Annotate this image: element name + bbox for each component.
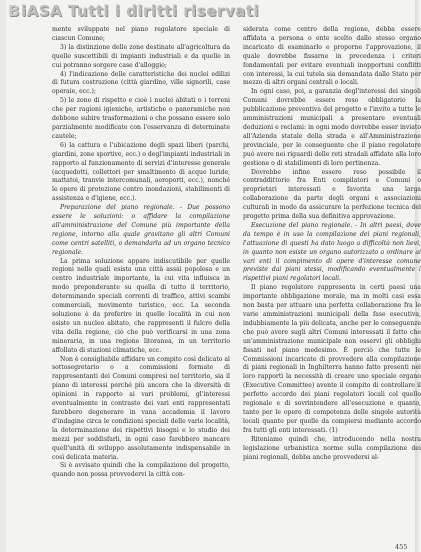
right-text-column xyxy=(243,26,421,462)
page-number: 455 xyxy=(395,543,408,551)
paragraph: La prima soluzione appare indiscutibile per quelle regioni nelle quali esista una città assai popolosa e un centro industriale importante, la cui vita influisca in modo preponderante su quella di tutto il territorio, determinando speciali correnti di traffico, attivi scambi commerciali, movimento turistico, ecc. La seconda soluzione è da preferire in quelle località in cui non esiste un nucleo abitato, che rappresenti il fulcro della vita della regione, ciò che può verificarsi in una zona mineraria, in una regione litoranea, in un territorio affollato di stazioni climatiche, ecc. xyxy=(52,257,230,354)
paragraph: siderata come centro della regione, debba essere affidata a persona o ente scelto dallo stesso organo incaricato di esaminarlo e proporne l'approvazione, il quale dovrebbe fissarne in precedenza i criteri fondamentali per evitare eventuali inopportuni conflitti con interessi, la cui tutela sia demandata dallo Stato per mezzo di altri organi centrali o locali. xyxy=(243,26,421,87)
paragraph: Non è consigliabile affidare un compito così delicato al sottosegretario o a commissioni formate di rappresentanti dei Comuni compresi nel territorio, sia il piano di interessi perché più ancora che la diversità di opinioni in rapporto ai vari problemi, gl'interessi eventualmente in contrasto dei vari enti rappresentati farebbero degenerare in vana accademia il lavoro d'indagine circa le condizioni speciali delle varie località, la determinazione dei rispettivi bisogni e lo studio dei mezzi per soddisfarli, in ogni caso farebbero mancare quell'unità di sviluppo assolutamente indispensabile in così delicata materia. xyxy=(52,355,230,461)
paragraph: 5) le zone di rispetto e cioè i nuclei abitati o i terreni che per ragioni igieniche, artistiche o panoramiche non debbono subire trasformazioni o che possano essere solo parzialmente modificate con l'osservanza di determinate cautele; xyxy=(52,97,230,140)
paragraph: Si è avvisato quindi che la compilazione del progetto, quando non possa provvedervi la città con- xyxy=(52,462,230,479)
paragraph: 4) l'indicazione delle caratteristiche dei nuclei edilizi di futura costruzione (città giardino, ville signorili, case operaie, ecc.); xyxy=(52,70,230,96)
paragraph: Dovrebbe infine essere reso possibile il contraddittorio fra Enti compilatori e Comuni o proprietari interessati e favorita una larga collaborazione da parte degli organi e associazioni culturali in modo da assicurare la perfezione tecnica del progetto prima della sua definitiva approvazione. xyxy=(243,168,421,221)
section-paragraph: Preparazione del piano regionale. - Due possono essere le soluzioni: o affidare la compilazione all'amministrazione del Comune più importante della regione, intorno alla quale gravitano gli altri Comuni come centri satelliti, o demandarla ad un organo tecnico regionale. xyxy=(52,204,230,256)
paragraph: Riteniamo quindi che, introducendo nella nostra legislazione urbanistica norme sulla compilazione dei piani regionali, debba anche provvedersi al- xyxy=(243,435,421,461)
watermark-logo-letter: B xyxy=(8,2,20,20)
left-text-column xyxy=(52,26,230,480)
section-paragraph: Esecuzione del piano regionale. - In altri paesi, dove da tempo è in uso la compilazione dei piani regionali, l'attuazione di questi ha dato luogo a difficoltà non lievi, in quanto non esiste un organo autorizzato a ordinare ai vari enti il compimento di opere d'interesse comune previste dai piani stessi, modificando eventualmente i rispettivi piani regolatori locali. xyxy=(243,221,421,283)
paragraph: 3) la distinzione delle zone destinate all'agricoltura da quelle suscettibili di impianti industriali e da quelle in cui potranno sorgere case d'alloggio; xyxy=(52,43,230,69)
watermark xyxy=(0,0,421,22)
paragraph: Il piano regolatore rappresenta in certi paesi una importante obbligazione morale, ma in molti casi essa non basta per attuare una perfetta collaborazione fra le varie amministrazioni municipali della fase esecutiva, indubbiamente la più delicata, anche per le conseguenze che può avere sugli altri Comuni interessati il fatto che un'amministrazione municipale non osservi gli obblighi fissati nel piano medesimo. È perciò che tutte le Commissioni incaricate di provvedere alla compilazione di piani regionali in Inghilterra hanno fatto presenti nei loro rapporti la necessità di creare uno speciale organo (Executive Committee) avente il compito di controllare il perfetto accordo dei piani regolatori locali col quello regionale e di sovrintendere all'esecuzione e quanto, tanto per le opere di competenza delle singole autorità locali quanto per quelle da compiersi mediante accordo fra tutti gli enti interessati. (1) xyxy=(243,284,421,434)
paragraph: In ogni caso, poi, a garanzia degl'interessi dei singoli Comuni dovrebbe essere reso obbligatorio la pubblicazione preventiva del progetto e l'invito a tutte le amministrazioni municipali a presentare eventuali deduzioni e reclami: in ogni modo dovrebbe esser inviato all'Azienda statale della strada e all'Amministrazione provinciale, per le conseguente che il piano regolatore può avere nei riguardi delle reti stradali affidate alla loro gestione o di stabilimenti di loro pertinenza. xyxy=(243,88,421,167)
paragraph: 6) la cattura e l'ubicazione degli spazi liberi (parchi, giardini, zone sportive, ecc.) o degl'impianti industriali in rapporto al funzionamento di servizi d'interesse generale (acquedotti, collettori per smaltimento di acque luride, mattatoi, tranvie intercomunali, aeroporti, ecc.), nonché le opere di protezione contro inondazioni, stabilimenti di assistenza e d'igiene, ecc.). xyxy=(52,141,230,203)
watermark-text: iASA Tutti i diritti riservati xyxy=(20,2,260,20)
paragraph: mente sviluppate nel piano regolatore speciale di ciascun Comune; xyxy=(52,26,230,42)
